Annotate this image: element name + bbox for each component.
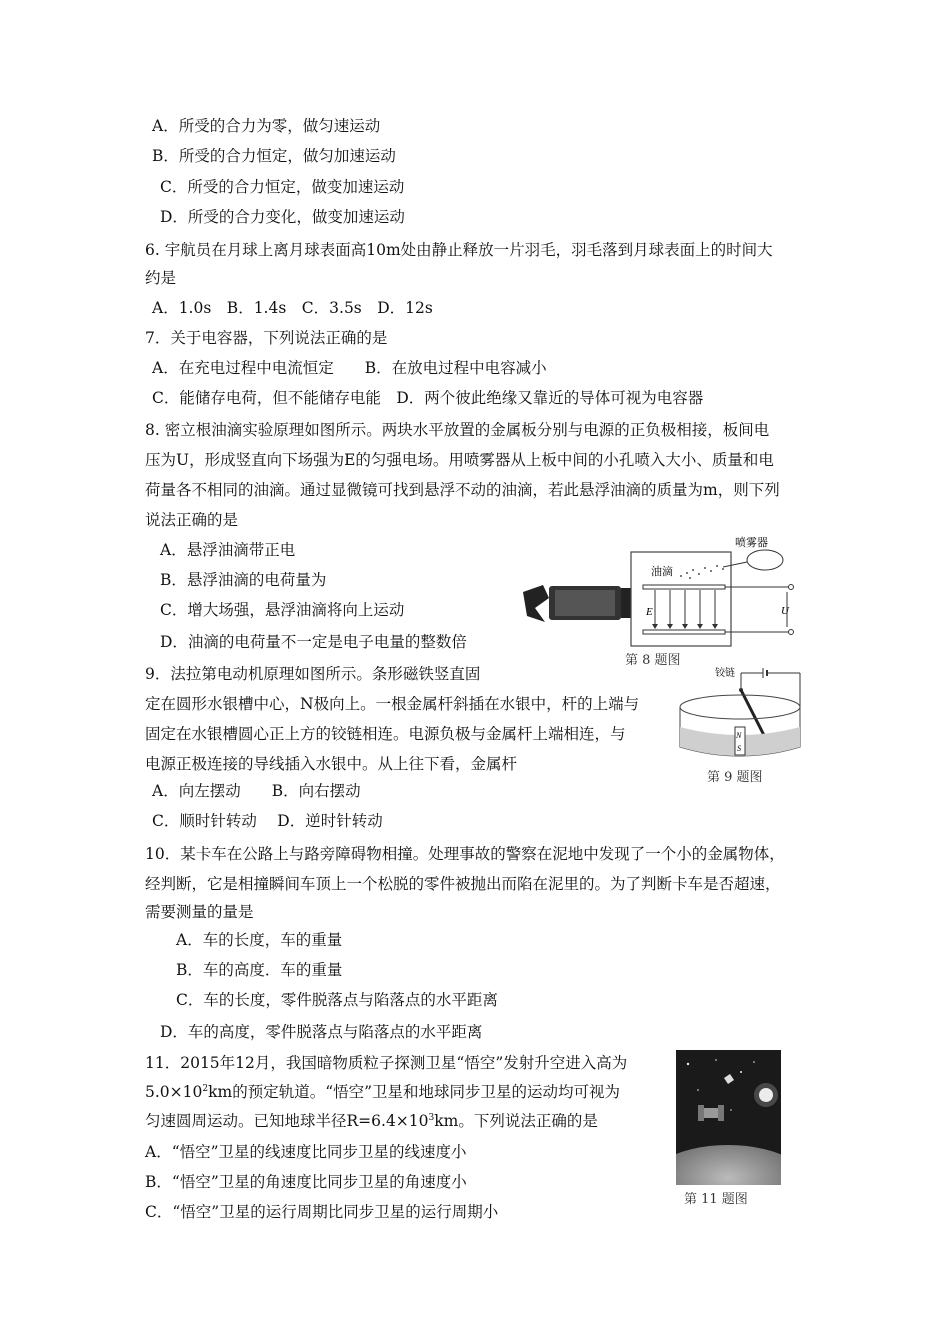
figure-8-caption: 第 8 题图 (625, 653, 681, 668)
q8-option-a: A．悬浮油滴带正电 (160, 541, 296, 559)
q7-options-ab: A．在充电过程中电流恒定 B．在放电过程中电容减小 (152, 359, 547, 377)
magnet-n-label: N (736, 731, 742, 740)
q9-stem-line3: 固定在水银槽圆心正上方的铰链相连。电源负极与金属杆上端相连，与 (145, 725, 626, 743)
q8-stem-line4: 说法正确的是 (145, 511, 239, 529)
q5-option-a: A．所受的合力为零，做匀速运动 (152, 117, 381, 135)
q11-altitude-value: 5.0×10 (145, 1083, 203, 1101)
q11-altitude-exponent: 2 (202, 1083, 209, 1094)
magnet-s-label: S (737, 744, 741, 753)
q11-stem-line3-start: 匀速圆周运动。已知地球半径R=6.4×10 (145, 1112, 429, 1130)
sprayer-label: 喷雾器 (735, 537, 768, 549)
q11-option-a: A．“悟空”卫星的线速度比同步卫星的线速度小 (145, 1143, 467, 1161)
q10-stem-line2: 经判断，它是相撞瞬间车顶上一个松脱的零件被抛出而陷在泥里的。为了判断卡车是否超速， (145, 875, 781, 893)
field-e-label: E (646, 606, 653, 618)
sprayer-bulb-icon (747, 550, 783, 570)
q5-option-c: C．所受的合力恒定，做变加速运动 (160, 178, 405, 196)
q8-option-d: D．油滴的电荷量不一定是电子电量的整数倍 (160, 633, 467, 651)
figure-11-caption: 第 11 题图 (684, 1192, 748, 1207)
q11-radius-exponent: 3 (428, 1112, 435, 1123)
q7-options-cd: C．能储存电荷，但不能储存电能 D．两个彼此绝缘又靠近的导体可视为电容器 (152, 389, 704, 407)
q10-stem-line1: 10．某卡车在公路上与路旁障碍物相撞。处理事故的警察在泥地中发现了一个小的金属物体， (145, 845, 785, 863)
voltage-u-label: U (781, 605, 789, 617)
q8-stem-line1: 8. 密立根油滴实验原理如图所示。两块水平放置的金属板分别与电源的正负极相接，板间电 (145, 421, 770, 439)
q9-stem-line2: 定在圆形水银槽中心，N极向上。一根金属杆斜插在水银中，杆的上端与 (145, 695, 640, 713)
q11-stem-line1: 11．2015年12月，我国暗物质粒子探测卫星“悟空”发射升空进入高为 (145, 1054, 628, 1072)
q11-stem-line3 (145, 1111, 598, 1131)
q10-stem-line3: 需要测量的量是 (145, 903, 254, 921)
q8-stem-line3: 荷量各不相同的油滴。通过显微镜可找到悬浮不动的油滴，若此悬浮油滴的质量为m，则下列 (145, 481, 780, 499)
figure-9-faraday-motor (675, 665, 815, 770)
figure-8-millikan-apparatus (515, 530, 800, 670)
q10-option-b: B．车的高度．车的重量 (176, 961, 343, 979)
q8-option-b: B．悬浮油滴的电荷量为 (160, 571, 327, 589)
q5-option-d: D．所受的合力变化，做变加速运动 (160, 208, 405, 226)
q9-stem-line1: 9．法拉第电动机原理如图所示。条形磁铁竖直固 (145, 665, 481, 683)
q8-stem-line2: 压为U，形成竖直向下场强为E的匀强电场。用喷雾器从上板中间的小孔喷入大小、质量和电 (145, 451, 774, 469)
q10-option-d: D．车的高度，零件脱落点与陷落点的水平距离 (160, 1023, 483, 1041)
q10-option-a: A．车的长度，车的重量 (176, 931, 343, 949)
hinge-label: 铰链 (715, 668, 735, 679)
figure-11-satellite-photo (676, 1050, 781, 1185)
q9-options-cd: C．顺时针转动 D．逆时针转动 (152, 812, 383, 830)
figure-9-caption: 第 9 题图 (707, 770, 763, 785)
q11-stem-line2 (145, 1082, 620, 1102)
q11-stem-line3-rest: km。下列说法正确的是 (434, 1112, 598, 1130)
q11-option-b: B．“悟空”卫星的角速度比同步卫星的角速度小 (145, 1173, 467, 1191)
q8-option-c: C．增大场强，悬浮油滴将向上运动 (160, 601, 405, 619)
q5-option-b: B．所受的合力恒定，做匀加速运动 (152, 147, 396, 165)
q7-stem: 7．关于电容器，下列说法正确的是 (145, 329, 388, 347)
q11-stem-line2-rest: km的预定轨道。“悟空”卫星和地球同步卫星的运动均可视为 (208, 1083, 621, 1101)
q6-stem-line1: 6. 宇航员在月球上离月球表面高10m处由静止释放一片羽毛，羽毛落到月球表面上的时间大 (145, 241, 773, 259)
q6-options: A．1.0s B．1.4s C．3.5s D．12s (152, 299, 433, 317)
q11-option-c: C．“悟空”卫星的运行周期比同步卫星的运行周期小 (145, 1203, 499, 1221)
q6-stem-line2: 约是 (145, 269, 177, 287)
q10-option-c: C．车的长度，零件脱落点与陷落点的水平距离 (176, 991, 498, 1009)
q9-options-ab: A．向左摆动 B．向右摆动 (152, 782, 361, 800)
microscope-icon (523, 585, 631, 622)
q9-stem-line4: 电源正极连接的导线插入水银中。从上往下看，金属杆 (145, 755, 518, 773)
oil-drop-label: 油滴 (651, 566, 673, 578)
